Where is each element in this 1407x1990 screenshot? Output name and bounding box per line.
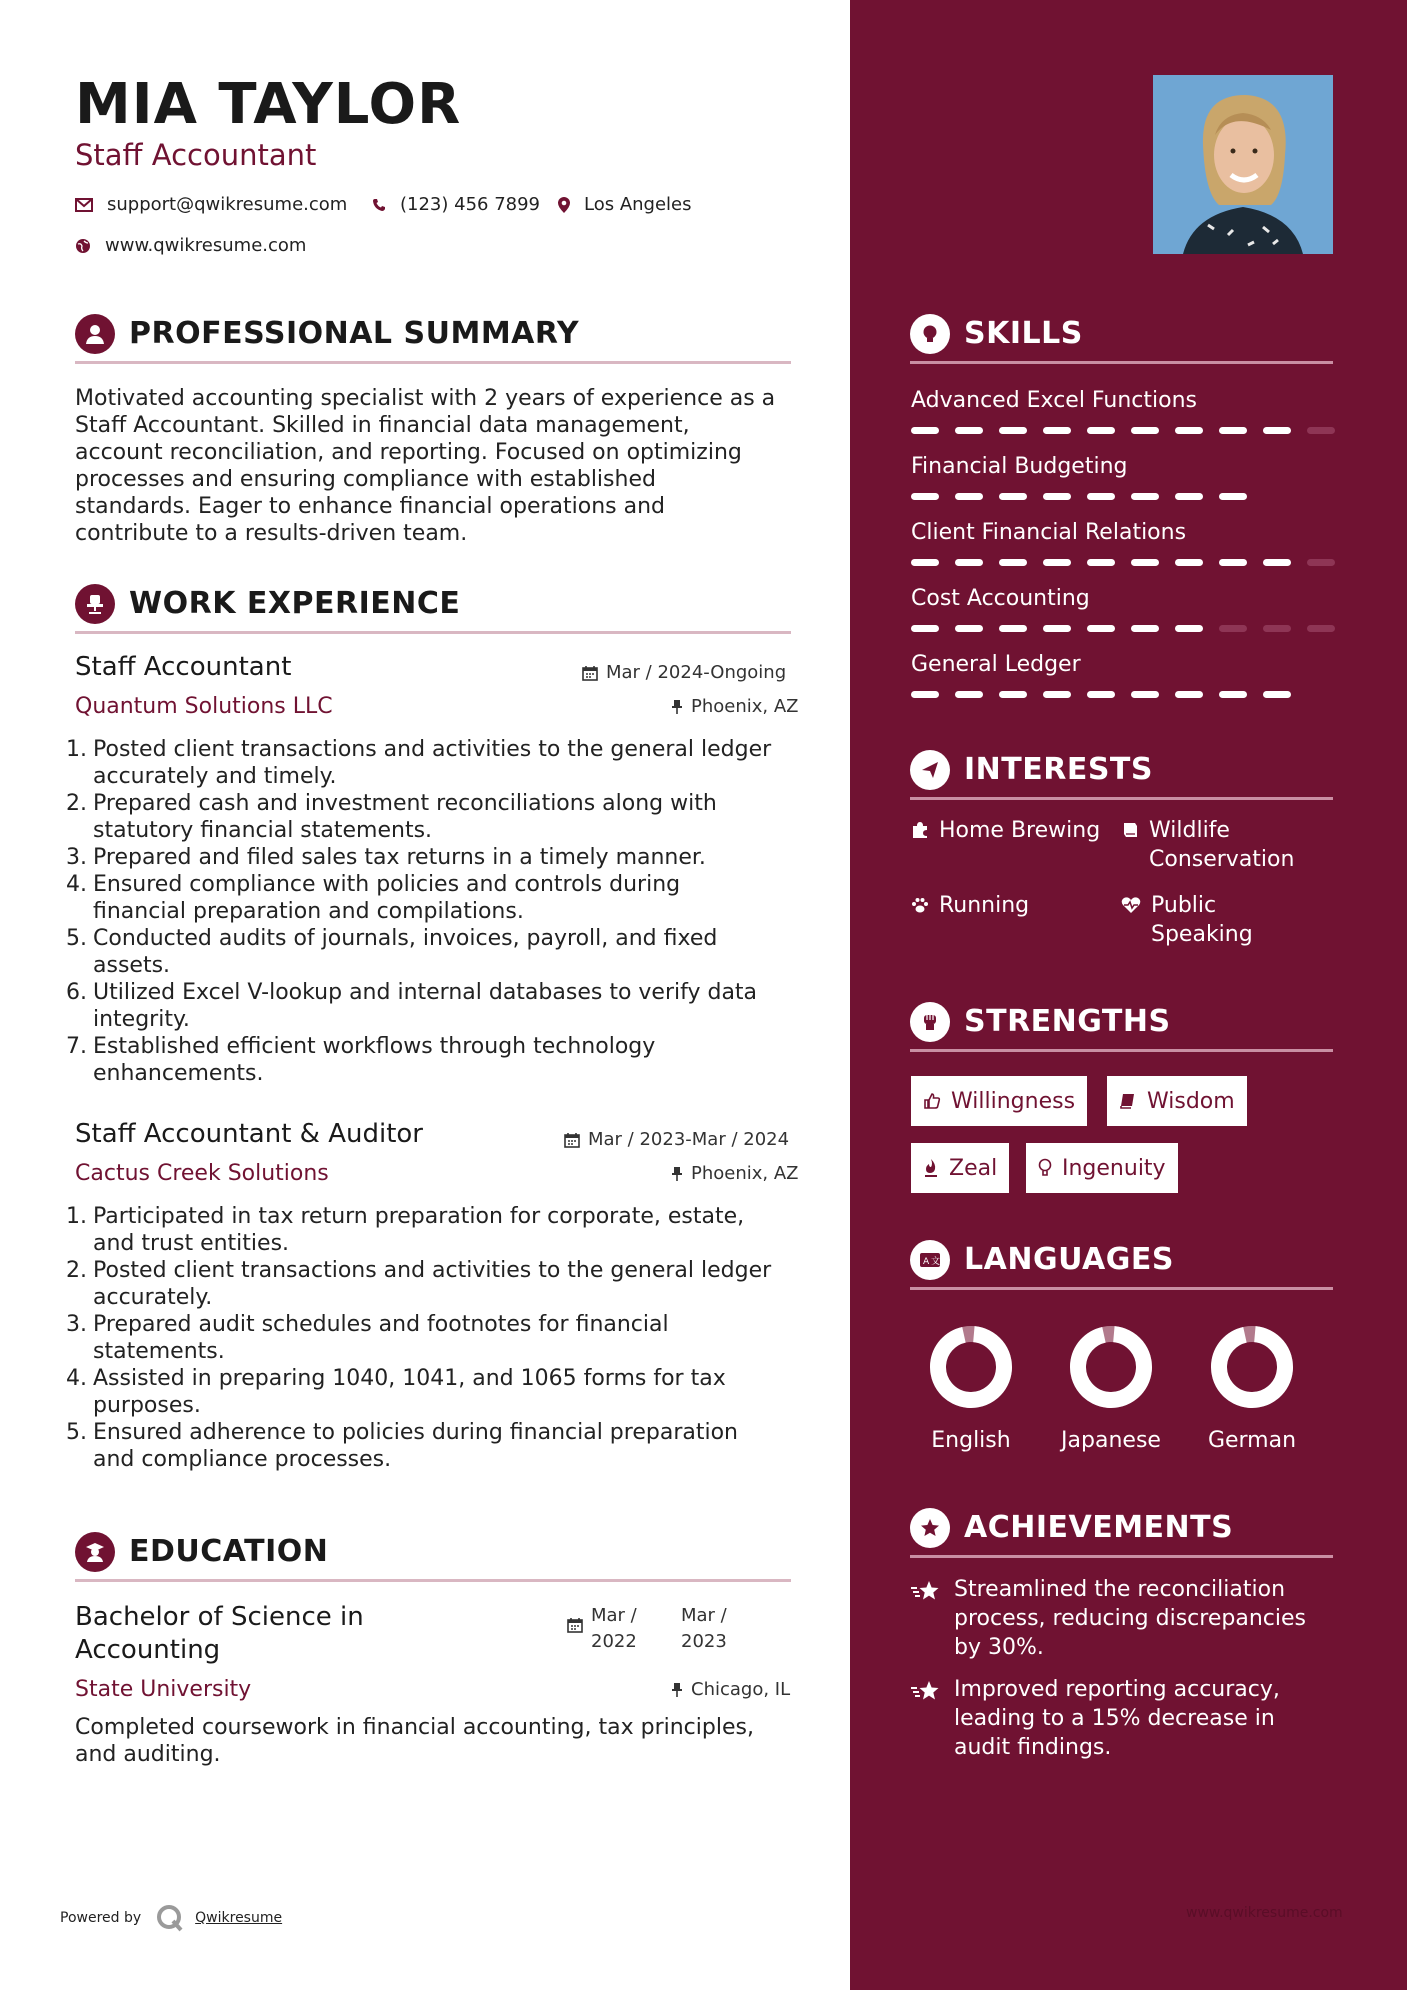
job-company: Quantum Solutions LLC	[75, 694, 333, 719]
skill-level-dash	[1263, 691, 1291, 698]
list-item: 3. Prepared audit schedules and footnotes for financial statements.	[66, 1312, 669, 1364]
education-start: Mar / 2022	[591, 1605, 637, 1652]
list-item: 1. Posted client transactions and activities to the general ledger accurately and timely.	[66, 737, 772, 789]
skill-level-dash	[999, 427, 1027, 434]
skill-level-dash	[911, 625, 939, 632]
job-dates	[564, 1129, 789, 1150]
languages-heading-text: LANGUAGES	[964, 1242, 1174, 1277]
skill-level-dash	[1263, 559, 1291, 566]
email-text: support@qwikresume.com	[107, 194, 348, 215]
summary-text	[75, 385, 795, 547]
skill-level-dash	[1087, 493, 1115, 500]
language-label: German	[1207, 1428, 1297, 1453]
skill-label: Financial Budgeting	[911, 454, 1128, 479]
job-dates-text: Mar / 2023-Mar / 2024	[588, 1129, 790, 1150]
map-pin-icon	[558, 197, 570, 213]
office-chair-icon	[75, 584, 115, 624]
job-duties	[66, 1203, 796, 1473]
strength-chip: Ingenuity	[1026, 1143, 1178, 1193]
pin-icon	[671, 699, 683, 715]
star-badge-icon	[910, 1508, 950, 1548]
skills-heading	[910, 306, 1333, 364]
calendar-icon	[567, 1617, 583, 1633]
achievements-heading-text: ACHIEVEMENTS	[964, 1510, 1234, 1545]
skill-level-dash	[1087, 691, 1115, 698]
skill-level-dash	[999, 625, 1027, 632]
skill-label: Cost Accounting	[911, 586, 1090, 611]
globe-icon	[75, 238, 91, 254]
list-item: 4. Ensured compliance with policies and controls during financial preparation and compilations.	[66, 872, 681, 924]
skill-level-dash	[911, 559, 939, 566]
paper-plane-icon	[910, 750, 950, 790]
experience-heading	[75, 576, 791, 634]
skill-level-dash	[1175, 559, 1203, 566]
list-item: 2. Prepared cash and investment reconciliations along with statutory financial statements.	[66, 791, 717, 843]
skill-level-dash	[1043, 559, 1071, 566]
user-icon	[75, 314, 115, 354]
skill-level-dash	[1307, 625, 1335, 632]
strength-chip: Zeal	[911, 1143, 1009, 1193]
interests-heading-text: INTERESTS	[964, 752, 1153, 787]
school-name: State University	[75, 1677, 252, 1702]
degree-title	[75, 1601, 364, 1667]
skill-level-dash	[999, 559, 1027, 566]
skill-level-dash	[1263, 427, 1291, 434]
svg-text:A: A	[923, 1256, 930, 1267]
skill-label: Advanced Excel Functions	[911, 388, 1197, 413]
contact-location	[558, 194, 692, 215]
skill-level-dash	[955, 427, 983, 434]
job-title: Staff Accountant & Auditor	[75, 1119, 423, 1149]
summary-heading-text: PROFESSIONAL SUMMARY	[129, 316, 580, 351]
strength-chip: Willingness	[911, 1076, 1087, 1126]
list-item: 6. Utilized Excel V-lookup and internal databases to verify data integrity.	[66, 980, 758, 1032]
interest-item: Wildlife Conservation	[1121, 816, 1294, 874]
list-item: 7. Established efficient workflows through technology enhancements.	[66, 1034, 656, 1086]
interest-item: Running	[911, 891, 1029, 920]
skill-level-dash	[1175, 493, 1203, 500]
list-item: 2. Posted client transactions and activities to the general ledger accurately.	[66, 1258, 772, 1310]
list-item: 3. Prepared and filed sales tax returns in a timely manner.	[66, 845, 706, 870]
fist-icon	[910, 1002, 950, 1042]
lightbulb-icon	[910, 314, 950, 354]
job-location	[671, 1163, 799, 1184]
education-location-text: Chicago, IL	[691, 1679, 791, 1700]
strength-chip: Wisdom	[1107, 1076, 1247, 1126]
job-duties	[66, 736, 796, 1087]
interest-item: Public Speaking	[1121, 891, 1253, 949]
skill-level-dash	[1219, 559, 1247, 566]
svg-text:文: 文	[931, 1256, 941, 1267]
skill-level-dash	[1043, 427, 1071, 434]
graduate-icon	[75, 1532, 115, 1572]
summary-line: account reconciliation, and reporting. Focused on optimizing	[75, 440, 742, 465]
pin-icon	[671, 1682, 683, 1698]
brand-link[interactable]: Qwikresume	[195, 1910, 283, 1926]
skill-level-dash	[1043, 691, 1071, 698]
candidate-name: MIA TAYLOR	[75, 72, 462, 137]
skill-level-dash	[1087, 427, 1115, 434]
job-dates	[582, 662, 786, 683]
paw-icon	[911, 896, 929, 914]
skill-level-dash	[911, 493, 939, 500]
skill-level-dash	[1307, 559, 1335, 566]
skill-level-dash	[911, 691, 939, 698]
job-dates-text: Mar / 2024-Ongoing	[606, 662, 787, 683]
skill-label: General Ledger	[911, 652, 1081, 677]
list-item: 5. Ensured adherence to policies during financial preparation and compliance processes.	[66, 1420, 738, 1472]
heartbeat-icon	[1121, 896, 1141, 914]
book-icon	[1121, 821, 1139, 839]
languages-heading	[910, 1232, 1333, 1290]
skill-level-dash	[1175, 691, 1203, 698]
skill-level-dash	[999, 691, 1027, 698]
skill-level-dash	[1131, 625, 1159, 632]
summary-line: contribute to a results-driven team.	[75, 521, 468, 546]
contact-website[interactable]	[75, 235, 306, 256]
phone-text: (123) 456 7899	[400, 194, 541, 215]
skills-heading-text: SKILLS	[964, 316, 1083, 351]
summary-line: Motivated accounting specialist with 2 years of experience as a	[75, 386, 776, 411]
strengths-heading-text: STRENGTHS	[964, 1004, 1171, 1039]
skill-level-dash	[1175, 625, 1203, 632]
skill-level-dash	[1219, 427, 1247, 434]
list-item: 4. Assisted in preparing 1040, 1041, and 1065 forms for tax purposes.	[66, 1366, 726, 1418]
star-icon	[910, 1579, 942, 1603]
skill-level-dash	[955, 493, 983, 500]
envelope-icon	[75, 198, 93, 212]
lightbulb-icon	[1038, 1158, 1052, 1178]
skill-level-dash	[1087, 559, 1115, 566]
achievement-item: Streamlined the reconciliation process, reducing discrepancies by 30%.	[910, 1575, 1340, 1662]
skill-level-dash	[1219, 691, 1247, 698]
star-icon	[910, 1679, 942, 1703]
education-heading-text: EDUCATION	[129, 1534, 329, 1569]
skill-level-dash	[1131, 559, 1159, 566]
skill-level-dash	[1263, 625, 1291, 632]
description-line: and auditing.	[75, 1742, 221, 1767]
skill-level-dash	[1131, 691, 1159, 698]
education-description	[75, 1714, 795, 1768]
skill-level-bar	[911, 427, 1351, 434]
list-item: 5. Conducted audits of journals, invoices, payroll, and fixed assets.	[66, 926, 718, 978]
job-location-text: Phoenix, AZ	[691, 1163, 799, 1184]
watermark: www.qwikresume.com	[1186, 1905, 1343, 1921]
skill-level-dash	[955, 625, 983, 632]
pin-icon	[671, 1166, 683, 1182]
language-icon	[910, 1240, 950, 1280]
skill-level-dash	[1043, 625, 1071, 632]
description-line: Completed coursework in financial accounting, tax principles,	[75, 1715, 754, 1740]
language-label: English	[931, 1428, 1011, 1453]
language-label: Japanese	[1061, 1428, 1161, 1453]
job-company: Cactus Creek Solutions	[75, 1161, 329, 1186]
list-item: 1. Participated in tax return preparation for corporate, estate, and trust entities.	[66, 1204, 745, 1256]
skill-level-bar	[911, 625, 1351, 632]
education-end: Mar / 2023	[681, 1605, 727, 1652]
contact-phone[interactable]	[372, 194, 540, 215]
education-location	[671, 1679, 790, 1700]
skill-level-dash	[999, 493, 1027, 500]
website-text: www.qwikresume.com	[105, 235, 307, 256]
skill-level-dash	[1131, 427, 1159, 434]
location-text: Los Angeles	[584, 194, 692, 215]
skill-level-dash	[1043, 493, 1071, 500]
skill-level-dash	[1307, 427, 1335, 434]
education-heading	[75, 1524, 791, 1582]
language-level-ring	[926, 1322, 1016, 1412]
powered-by	[60, 1903, 282, 1933]
job-location-text: Phoenix, AZ	[691, 696, 799, 717]
skill-level-dash	[955, 691, 983, 698]
skill-level-dash	[1175, 427, 1203, 434]
language-level-ring	[1066, 1322, 1156, 1412]
skill-level-dash	[1219, 625, 1247, 632]
contact-email[interactable]	[75, 194, 347, 215]
achievement-item: Improved reporting accuracy, leading to a 15% decrease in audit findings.	[910, 1675, 1340, 1762]
skill-level-dash	[955, 559, 983, 566]
interests-heading	[910, 742, 1333, 800]
strengths-heading	[910, 994, 1333, 1052]
skill-level-dash	[1219, 493, 1247, 500]
profile-photo	[1153, 75, 1333, 254]
book-icon	[1119, 1092, 1137, 1110]
language-level-ring	[1207, 1322, 1297, 1412]
job-location	[671, 696, 799, 717]
interest-item: Home Brewing	[911, 816, 1100, 845]
skill-level-bar	[911, 559, 1351, 566]
skill-label: Client Financial Relations	[911, 520, 1187, 545]
fire-icon	[923, 1158, 939, 1178]
job-title: Staff Accountant	[75, 652, 292, 682]
calendar-icon	[564, 1132, 580, 1148]
calendar-icon	[582, 665, 598, 681]
skill-level-bar	[911, 493, 1263, 500]
skill-level-bar	[911, 691, 1307, 698]
thumbs-up-icon	[923, 1092, 941, 1110]
summary-line: Staff Accountant. Skilled in financial data management,	[75, 413, 690, 438]
skill-level-dash	[911, 427, 939, 434]
degree-line: Bachelor of Science in	[75, 1602, 364, 1632]
degree-line: Accounting	[75, 1635, 221, 1665]
powered-by-text: Powered by	[60, 1910, 142, 1926]
summary-line: standards. Eager to enhance financial operations and	[75, 494, 665, 519]
skill-level-dash	[1131, 493, 1159, 500]
achievements-heading	[910, 1500, 1333, 1558]
phone-icon	[372, 198, 386, 212]
skill-level-dash	[1087, 625, 1115, 632]
candidate-title: Staff Accountant	[75, 138, 317, 172]
puzzle-icon	[911, 821, 929, 839]
qwikresume-logo-icon	[155, 1903, 185, 1933]
education-dates	[567, 1603, 727, 1655]
summary-heading	[75, 306, 791, 364]
summary-line: processes and ensuring compliance with established	[75, 467, 656, 492]
experience-heading-text: WORK EXPERIENCE	[129, 586, 461, 621]
